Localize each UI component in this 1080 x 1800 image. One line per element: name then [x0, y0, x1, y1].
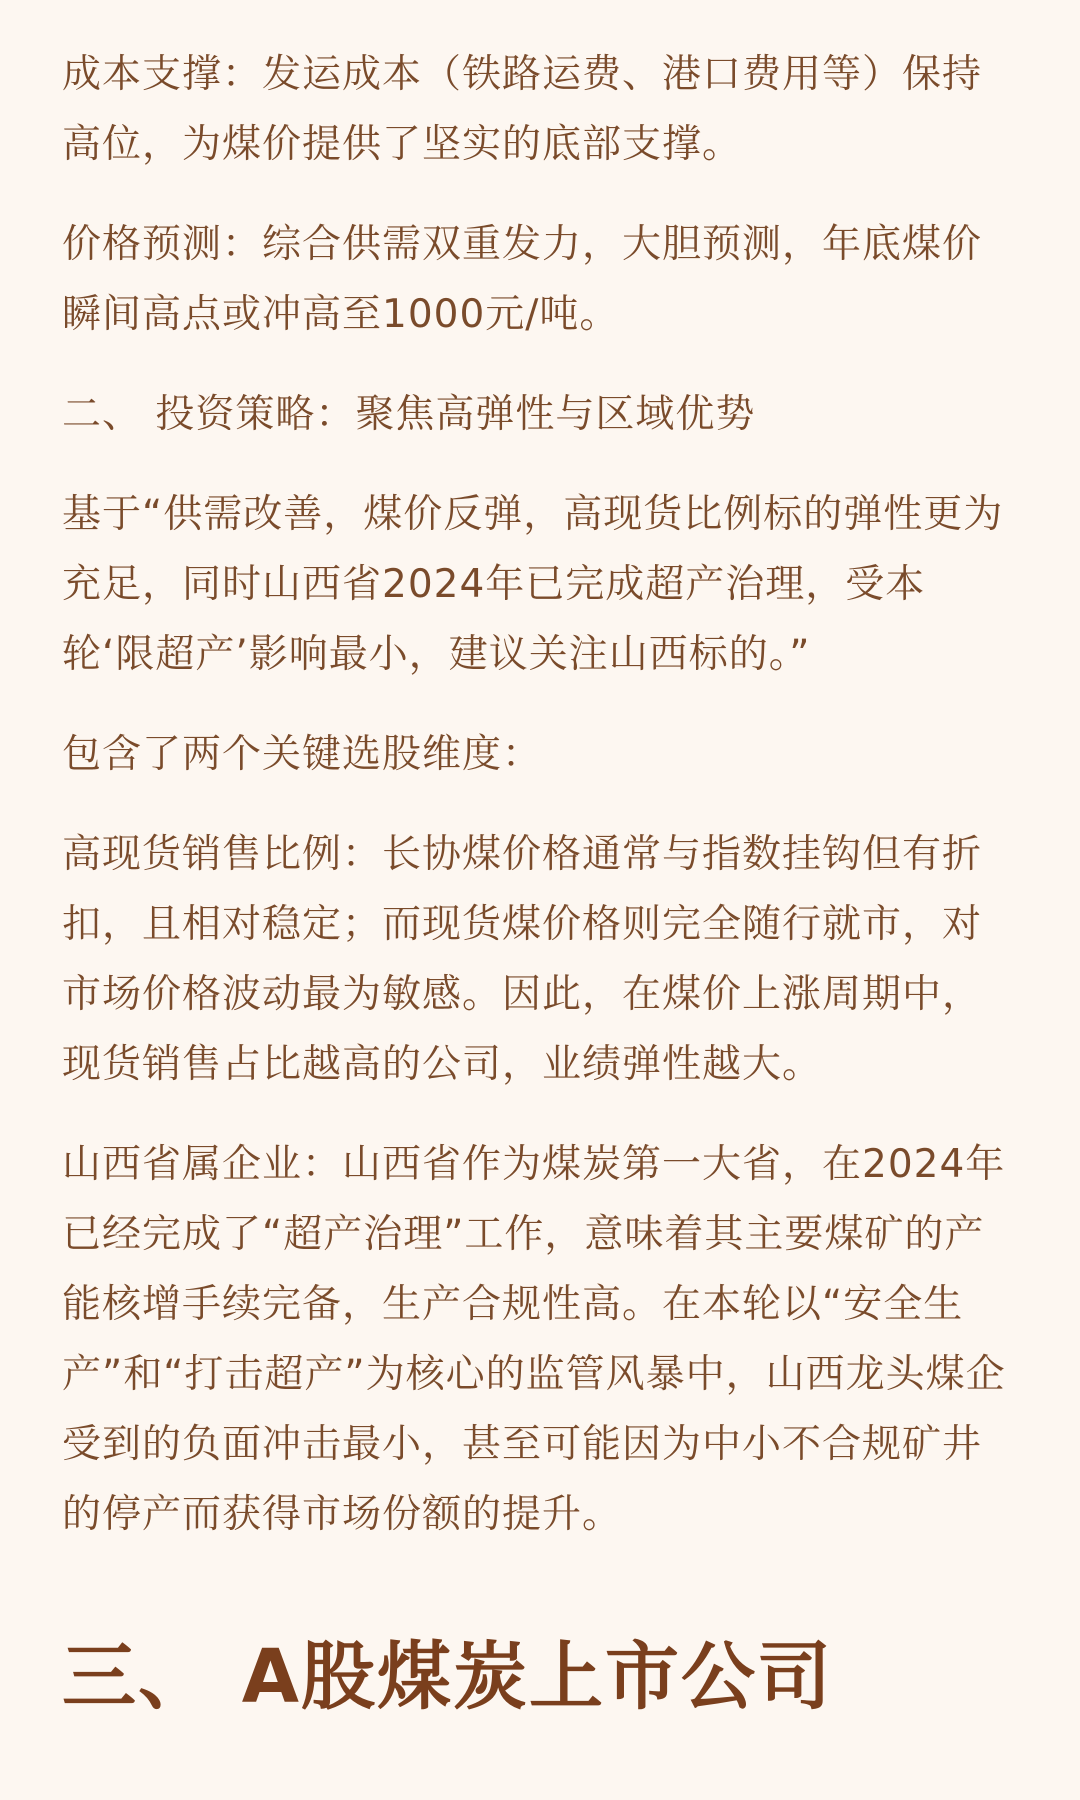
paragraph-cost-support: 成本支撑：发运成本（铁路运费、港口费用等）保持高位，为煤价提供了坚实的底部支撑。 — [62, 52, 983, 167]
paragraph-dimensions-intro: 包含了两个关键选股维度： — [62, 732, 543, 777]
paragraph-shanxi-enterprises: 山西省属企业：山西省作为煤炭第一大省，在2024年已经完成了“超产治理”工作，意味着其主要煤矿的产能核增手续完备，生产合规性高。在本轮以“安全生产”和“打击超产”为核心的监管风暴中，山西龙头煤企受到的负面冲击最小，甚至可能因为中小不合规矿井的停产而获得市场份额的提升。 — [62, 1142, 1006, 1537]
paragraph-price-forecast: 价格预测：综合供需双重发力，大胆预测，年底煤价瞬间高点或冲高至1000元/吨。 — [62, 222, 983, 337]
paragraph-quote: 基于“供需改善，煤价反弹，高现货比例标的弹性更为充足，同时山西省2024年已完成超产治理，受本轮‘限超产’影响最小，建议关注山西标的。” — [62, 492, 1004, 677]
section-title: 三、 A股煤炭上市公司 — [62, 1634, 834, 1720]
subheading-investment-strategy: 二、 投资策略：聚焦高弹性与区域优势 — [62, 392, 756, 437]
paragraph-high-spot-ratio: 高现货销售比例：长协煤价格通常与指数挂钩但有折扣，且相对稳定；而现货煤价格则完全随行就市，对市场价格波动最为敏感。因此，在煤价上涨周期中，现货销售占比越高的公司，业绩弹性越大。 — [62, 832, 983, 1087]
